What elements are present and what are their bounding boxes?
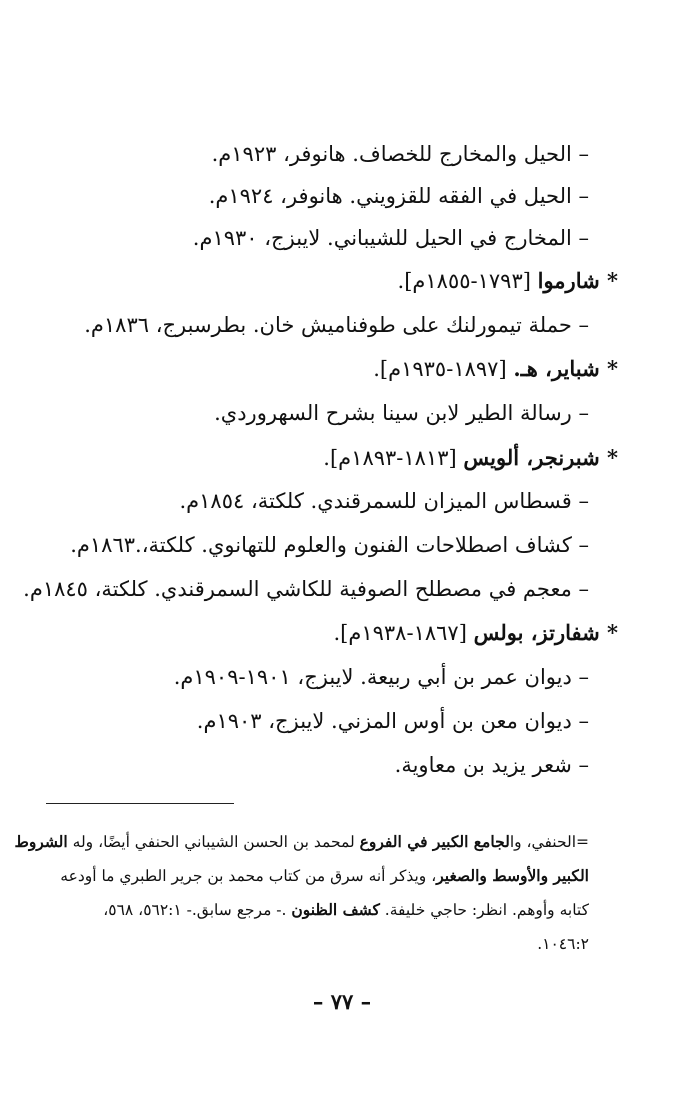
footnote-text: كتابه وأوهم. انظر: حاجي خليفة. (379, 901, 589, 919)
author-heading-spies (373, 355, 618, 383)
footnote-title: كشف الظنون (291, 900, 380, 919)
entry-hiyal-khassaf: – الحيل والمخارج للخصاف. هانوفر، ١٩٢٣م. (211, 142, 589, 166)
author-dates: [١٨٦٧-١٩٣٨م]. (333, 621, 474, 645)
author-name: * شفارتز، بولس (473, 620, 618, 645)
entry-diwan-maan: – ديوان معن بن أوس المزني. لايبزج، ١٩٠٣م. (196, 709, 589, 733)
author-heading-charmoy (398, 267, 618, 295)
author-name: * شبرنجر، ألويس (463, 445, 618, 470)
footnote-title: الكبير والأوسط والصغير (436, 866, 589, 885)
footnote-text: ، ويذكر أنه سرق من كتاب محمد بن جرير الطبري ما أودعه (60, 867, 437, 885)
author-heading-sprenger (323, 444, 618, 472)
entry-hiyal-qazwini: – الحيل في الفقه للقزويني. هانوفر، ١٩٢٤م. (208, 184, 589, 208)
author-name: * شباير، هـ. (513, 356, 618, 381)
author-name: * شارموا (537, 268, 618, 293)
footnote-line-3 (103, 898, 589, 922)
author-heading-schwarz (333, 619, 618, 647)
footnote-title: لجامع الكبير في الفروع (359, 832, 510, 851)
entry-makharij-shaybani: – المخارج في الحيل للشيباني. لايبزج، ١٩٣٠م. (192, 226, 589, 250)
footnote-line-2 (60, 864, 589, 888)
footnote-text: لمحمد بن الحسن الشيباني الحنفي أيضًا، وله (67, 833, 360, 851)
footnote-text: .- مرجع سابق.- ٥٦٢:١، ٥٦٨، (103, 901, 292, 919)
footnote-line-4: ١٠٤٦:٢. (537, 935, 589, 953)
entry-mujam-sufiyya: – معجم في مصطلح الصوفية للكاشي السمرقندي. كلكتة، ١٨٤٥م. (23, 577, 589, 601)
footnote-text: =الحنفي، وا (509, 833, 589, 851)
entry-qistas-al-mizan: – قسطاس الميزان للسمرقندي. كلكتة، ١٨٥٤م. (179, 489, 589, 513)
page-number: – ٧٧ – (312, 989, 372, 1014)
author-dates: [١٨١٣-١٨٩٣م]. (323, 446, 464, 470)
author-dates: [١٨٩٧-١٩٣٥م]. (373, 357, 514, 381)
entry-shir-yazid: – شعر يزيد بن معاوية. (394, 753, 589, 777)
entry-hamlat-timurlenk: – حملة تيمورلنك على طوفناميش خان. بطرسبرج، ١٨٣٦م. (84, 313, 589, 337)
footnote-separator (46, 803, 234, 804)
entry-risalat-al-tayr: – رسالة الطير لابن سينا بشرح السهروردي. (214, 401, 589, 425)
author-dates: [١٧٩٣-١٨٥٥م]. (397, 269, 538, 293)
footnote-title: الشروط (14, 832, 68, 851)
entry-kashshaf-istilahat: – كشاف اصطلاحات الفنون والعلوم للتهانوي. كلكتة،.١٨٦٣م. (70, 533, 589, 557)
entry-diwan-umar: – ديوان عمر بن أبي ربيعة. لايبزج، ١٩٠١-١٩٠٩م. (173, 665, 589, 689)
footnote-line-1 (14, 830, 589, 854)
